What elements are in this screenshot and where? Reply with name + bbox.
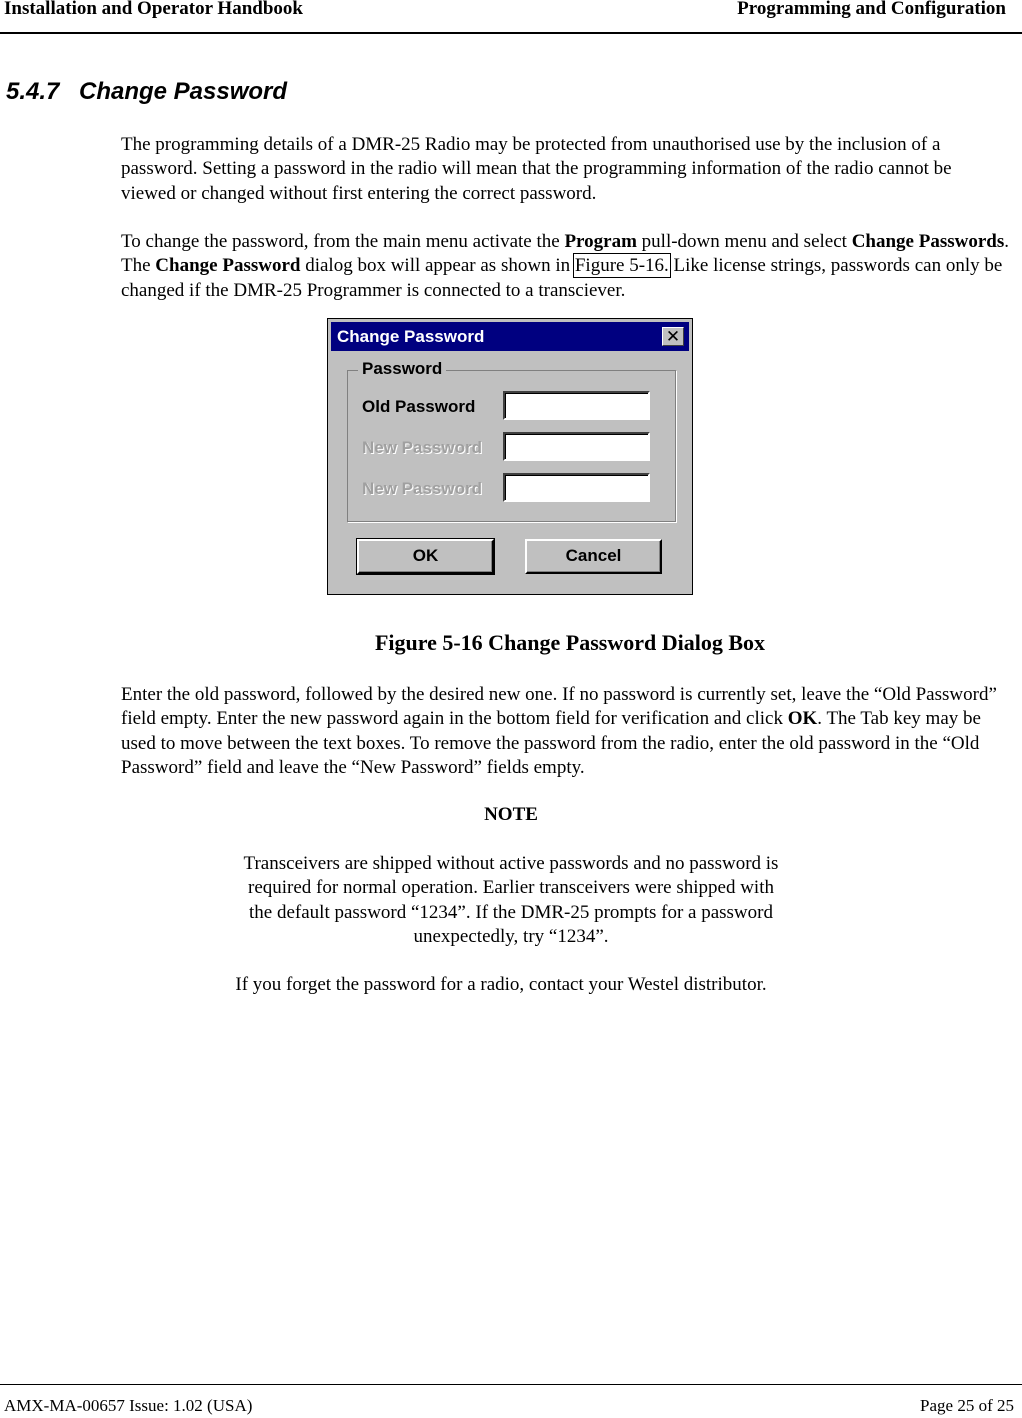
note-line: unexpectedly, try “1234”. xyxy=(413,925,609,947)
document-id: AMX-MA-00657 Issue: 1.02 (USA) xyxy=(4,1396,253,1415)
page-footer xyxy=(0,1384,1022,1418)
bold-change-passwords: Change Passwords xyxy=(851,231,1005,252)
usage-paragraph xyxy=(121,683,1011,780)
section-number: 5.4.7 xyxy=(6,78,60,105)
cancel-button[interactable]: Cancel xyxy=(525,539,662,574)
group-label: Password xyxy=(358,359,446,379)
text-run: Like license strings, passwords can only be changed if the DMR-25 Programmer is connected to a transciever. xyxy=(121,255,1003,301)
ok-button[interactable]: OK xyxy=(357,539,494,574)
bold-change-password: Change Password xyxy=(155,255,301,277)
note-body xyxy=(0,852,1022,949)
password-group xyxy=(347,359,676,522)
instructions-paragraph xyxy=(121,230,1011,303)
bold-program: Program xyxy=(564,231,637,252)
confirm-password-label: New Password xyxy=(362,479,482,498)
figure-link[interactable]: Figure 5-16. xyxy=(574,255,669,277)
note-line: required for normal operation. Earlier transceivers were shipped with xyxy=(248,877,774,899)
confirm-password-input[interactable] xyxy=(503,473,650,502)
text-run: Enter the old password, followed by the desired new one. If no password is currently set, leave the “Old Password” field empty. Enter the new password again in the bottom field for verification and click xyxy=(121,684,997,730)
text-run: . The Tab key may be used to move between the text boxes. To remove the password from the radio, enter the old password in the “Old Password” field and leave the “New Password” fields empty. xyxy=(121,708,981,778)
note-closing: If you forget the password for a radio, contact your Westel distributor. xyxy=(235,974,767,995)
note-line: the default password “1234”. If the DMR-25 prompts for a password xyxy=(249,901,773,923)
dialog-titlebar xyxy=(331,322,689,351)
header-left-title: Installation and Operator Handbook xyxy=(4,0,303,19)
bold-ok: OK xyxy=(787,708,818,730)
dialog-title: Change Password xyxy=(337,327,485,346)
text-run: . The xyxy=(121,231,1009,277)
page-number: Page 25 of 25 xyxy=(920,1396,1014,1415)
note-line: Transceivers are shipped without active passwords and no password is xyxy=(243,853,779,874)
close-icon[interactable]: ✕ xyxy=(662,327,684,346)
figure-caption: Figure 5-16 Change Password Dialog Box xyxy=(374,630,766,655)
header-right-title: Programming and Configuration xyxy=(737,0,1006,19)
old-password-label: Old Password xyxy=(362,397,476,416)
new-password-input[interactable] xyxy=(503,432,650,461)
new-password-label: New Password xyxy=(362,438,482,457)
intro-paragraph: The programming details of a DMR-25 Radio may be protected from unauthorised use by the inclusion of a password. Setting a password in the radio will mean that the programming information of the radio cannot be viewed or changed without first entering the correct password. xyxy=(121,134,952,204)
text-run: dialog box will appear as shown in xyxy=(300,255,575,277)
note-title: NOTE xyxy=(484,804,538,825)
text-run: To change the password, from the main menu activate the xyxy=(121,231,565,252)
section-title: Change Password xyxy=(79,78,288,105)
change-password-dialog xyxy=(327,318,693,595)
text-run: pull-down menu and select xyxy=(636,231,852,252)
page-header xyxy=(0,0,1022,34)
section-heading xyxy=(6,78,287,106)
old-password-input[interactable] xyxy=(503,391,650,420)
